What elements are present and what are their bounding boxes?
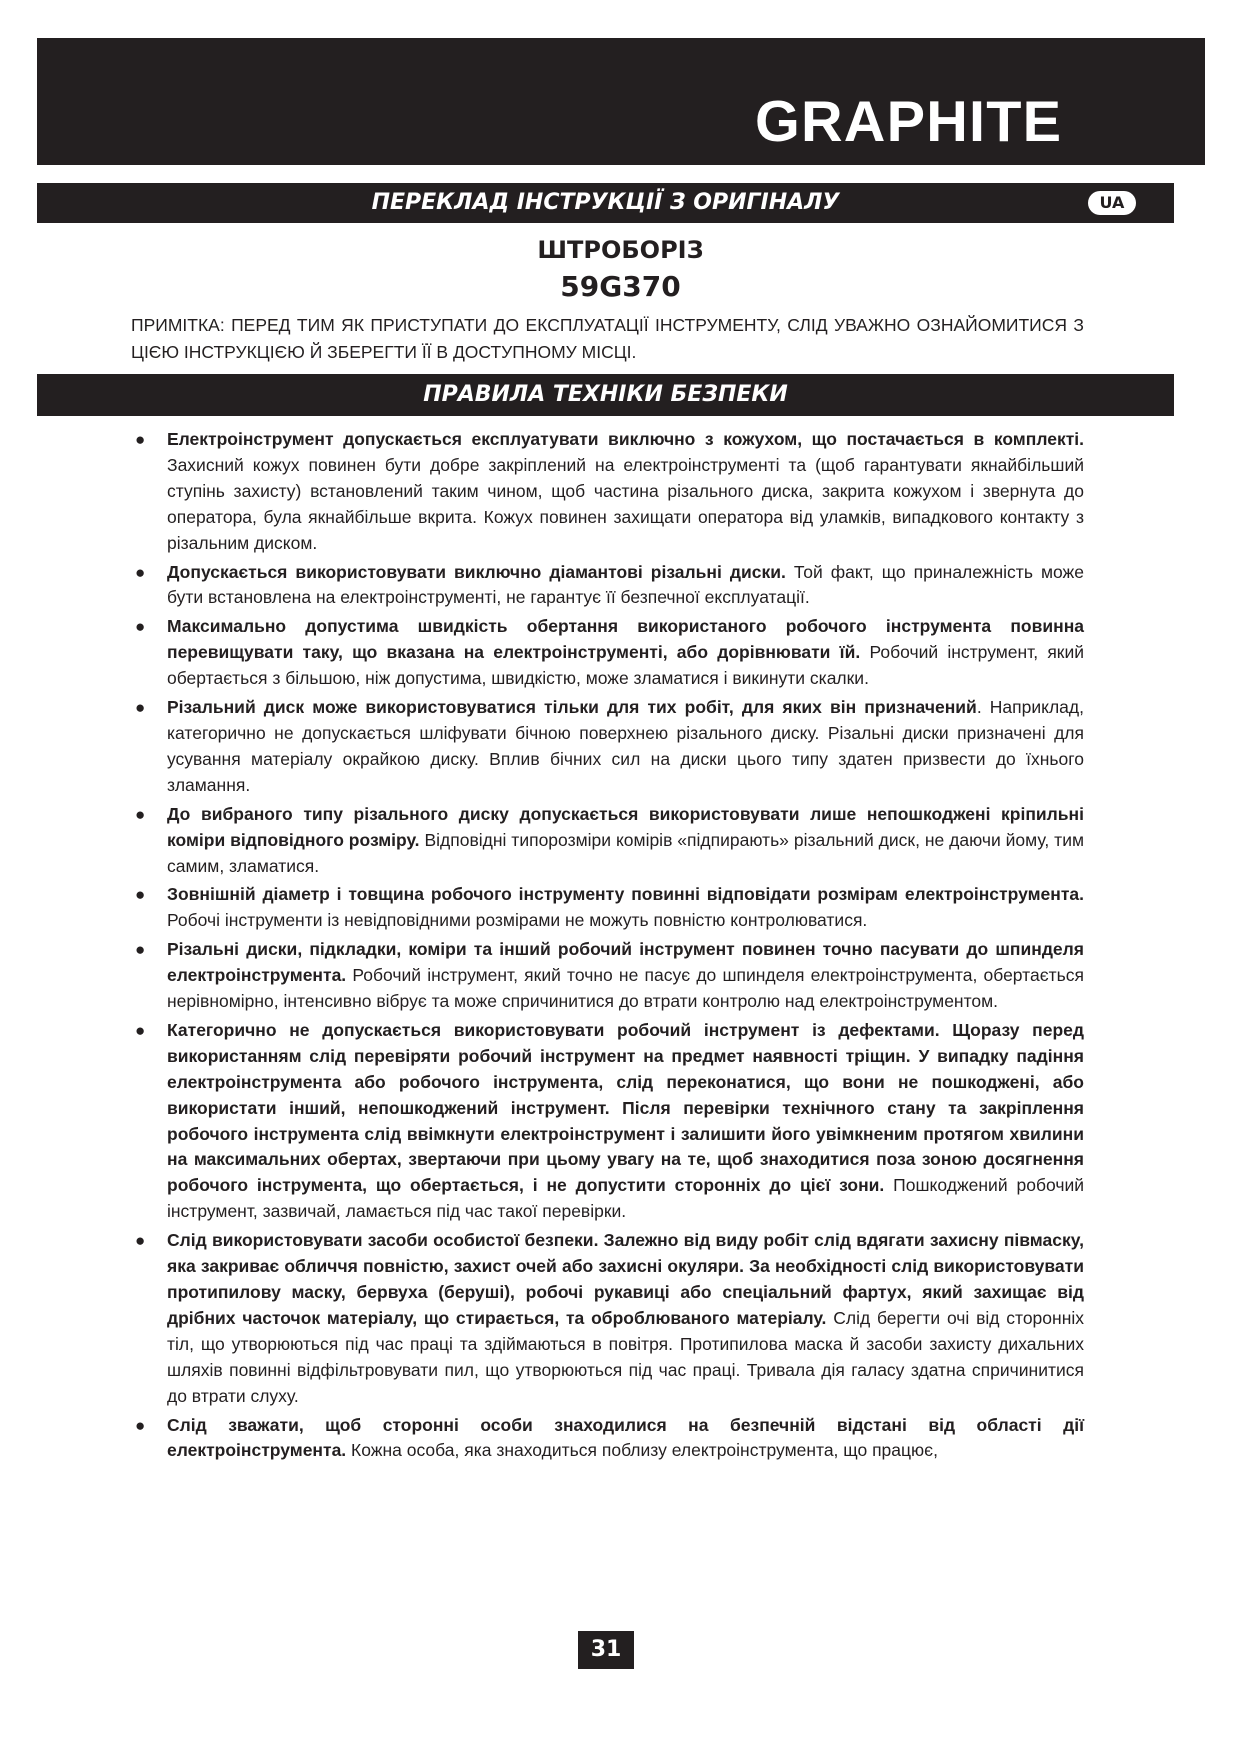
bullet-icon: ●: [135, 430, 146, 449]
rule-item: [131, 695, 1084, 799]
rule-bold-text: Електроінструмент допускається експлуатувати виключно з кожухом, що постачається в комплекті.: [167, 429, 1084, 449]
rule-bold-text: Різальний диск може використовуватися тільки для тих робіт, для яких він призначений: [167, 697, 977, 718]
bullet-icon: ●: [135, 885, 146, 905]
rule-item: [131, 1413, 1084, 1465]
translation-band: [37, 183, 1174, 223]
rule-text: . Наприклад, категорично не допускається шліфувати бічною поверхнею різального диску. Різальні диски призначені для усування матеріалу окрайкою диску. Вплив бічних сил на диски цього типу здатен призвести до їхнього зламання.: [167, 697, 1084, 795]
safety-rules-band: [37, 374, 1174, 416]
rule-item: [131, 427, 1084, 557]
rule-bold-text: Слід використовувати засоби особистої безпеки. Залежно від виду робіт слід вдягати захисну півмаску, яка закриває обличчя повністю, захист очей або захисні окуляри. За необхідності слід використовувати протипилову маску, бервуха (беруші), робочі рукавиці або спеціальний фартух, який захищає від дрібних часточок матеріалу, що стирається, та оброблюваного матеріалу.: [167, 1230, 1084, 1328]
translation-band-title: ПЕРЕКЛАД ІНСТРУКЦІЇ З ОРИГІНАЛУ: [371, 190, 840, 215]
rule-text: Захисний кожух повинен бути добре закріплений на електроінструменті та (щоб гарантувати якнайбільший ступінь захисту) встановлений таким чином, щоб частина різального диска, закрита кожухом і звернута до оператора, була якнайбільше вкрита. Кожух повинен захищати оператора від уламків, випадкового контакту з різальним диском.: [167, 454, 1084, 553]
rule-item: [131, 614, 1084, 692]
rule-bold-text: Допускається використовувати виключно діамантові різальні диски.: [167, 561, 786, 582]
safety-rules-title: ПРАВИЛА ТЕХНІКИ БЕЗПЕКИ: [423, 382, 788, 407]
note-paragraph: ПРИМІТКА: ПЕРЕД ТИМ ЯК ПРИСТУПАТИ ДО ЕКСПЛУАТАЦІЇ ІНСТРУМЕНТУ, СЛІД УВАЖНО ОЗНАЙОМИТИСЯ З ЦІЄЮ ІНСТРУКЦІЄЮ Й ЗБЕРЕГТИ ЇЇ В ДОСТУПНОМУ МІСЦІ.: [131, 315, 1084, 362]
bullet-icon: ●: [135, 804, 146, 824]
bullet-icon: ●: [135, 562, 146, 582]
rule-text: Слід берегти очі від сторонніх тіл, що утворюються під час праці та здіймаються в повітря. Протипилова маска й засоби захисту дихальних шляхів повинні відфільтровувати пил, що утворюються під час праці. Тривала дія галасу здатна спричинитися до втрати слуху.: [167, 1307, 1084, 1406]
rule-item: [131, 560, 1084, 612]
rule-text: Робочі інструменти із невідповідними розмірами не можуть повністю контролюватися.: [167, 910, 868, 931]
product-name: ШТРОБОРІЗ: [537, 236, 704, 264]
brand-logo-text: GRAPHITE: [755, 89, 1063, 148]
rule-item: [131, 1018, 1084, 1225]
safety-rules-list: [131, 427, 1084, 1467]
rule-item: [131, 882, 1084, 934]
rule-bold-text: Слід зважати, щоб сторонні особи знаходилися на безпечній відстані від області дії електроінструмента.: [167, 1414, 1084, 1461]
rule-bold-text: Різальні диски, підкладки, коміри та інший робочий інструмент повинен точно пасувати до шпинделя електроінструмента.: [167, 939, 1084, 986]
rule-text: Відповідні типорозміри комірів «підпирають» різальний диск, не даючи йому, тим самим, зламатися.: [167, 829, 1084, 876]
bullet-icon: ●: [135, 1415, 146, 1435]
bullet-icon: ●: [135, 698, 146, 718]
ua-language-badge: UA: [1088, 191, 1136, 215]
page-number: 31: [578, 1631, 634, 1669]
rule-item: [131, 1228, 1084, 1409]
rule-bold-text: Категорично не допускається використовувати робочий інструмент із дефектами. Щоразу перед використанням слід перевіряти робочий інструмент на предмет наявності тріщин. У випадку падіння електроінструмента або робочого інструмента, слід переконатися, що вони не пошкоджені, або використати інший, непошкоджений інструмент. Після перевірки технічного стану та закріплення робочого інструмента слід ввімкнути електроінструмент і залишити його увімкненим протягом хвилини на максимальних обертах, звертаючи при цьому увагу на те, щоб знаходитися поза зоною досягнення робочого інструмента, що обертається, і не допустити сторонніх до цієї зони.: [167, 1019, 1084, 1196]
bullet-icon: ●: [135, 940, 146, 960]
bullet-icon: ●: [135, 1231, 146, 1251]
rule-text: Пошкоджений робочий інструмент, зазвичай, ламається під час такої перевірки.: [167, 1175, 1084, 1222]
bullet-icon: ●: [135, 1020, 146, 1040]
rule-item: [131, 802, 1084, 880]
rule-text: Робочий інструмент, який точно не пасує до шпинделя електроінструмента, обертається нерівномірно, інтенсивно вібрує та може спричинитися до втрати контролю над електроінструментом.: [167, 965, 1084, 1012]
bullet-icon: ●: [135, 617, 146, 637]
rule-bold-text: До вибраного типу різального диску допускається використовувати лише непошкоджені кріпильні коміри відповідного розміру.: [167, 803, 1084, 850]
rule-text: Той факт, що приналежність може бути встановлена на електроінструменті, не гарантує її безпечної експлуатації.: [167, 561, 1084, 608]
rule-item: [131, 937, 1084, 1015]
graphite-logo: [755, 88, 1115, 148]
product-model: 59G370: [560, 270, 681, 303]
rule-bold-text: Зовнішній діаметр і товщина робочого інструменту повинні відповідати розмірам електроінструмента.: [167, 884, 1084, 905]
rule-bold-text: Максимально допустима швидкість обертання використаного робочого інструмента повинна перевищувати таку, що вказана на електроінструменті, або дорівнювати їй.: [167, 616, 1084, 663]
rule-text: Кожна особа, яка знаходиться поблизу електроінструмента, що працює,: [346, 1440, 938, 1461]
rule-text: Робочий інструмент, який обертається з більшою, ніж допустима, швидкістю, може зламатися і викинути скалки.: [167, 642, 1085, 689]
